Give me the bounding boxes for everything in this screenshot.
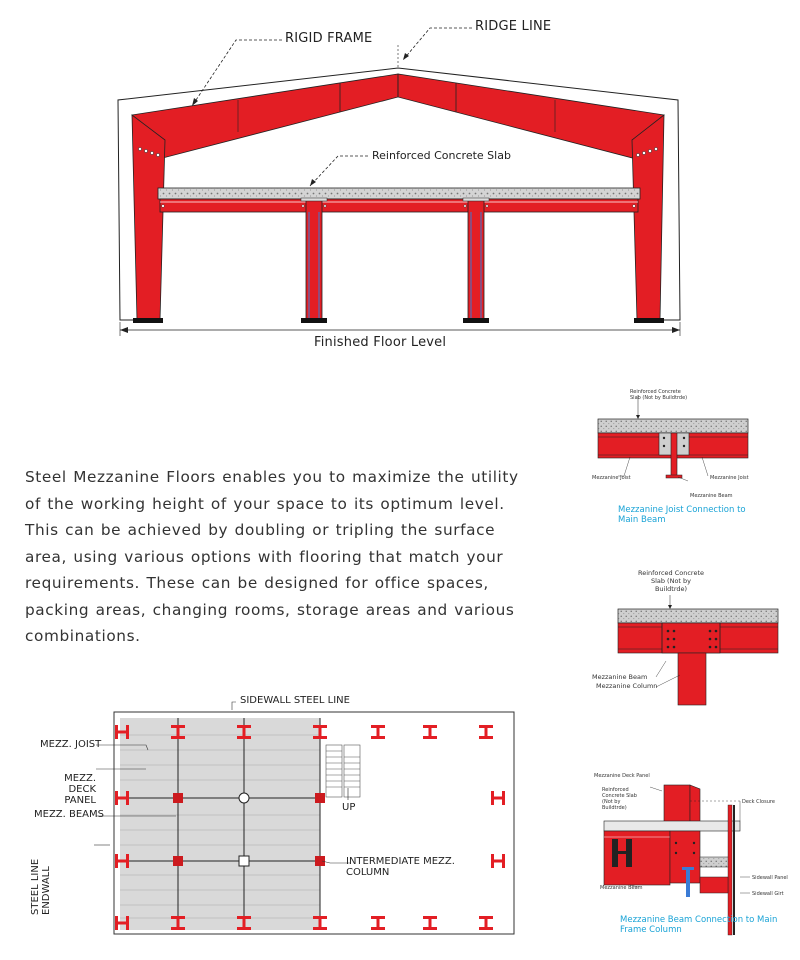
plan-view (0, 690, 540, 940)
detail3-closure-label: Deck Closure (742, 799, 775, 805)
frame-elevation (0, 0, 800, 360)
column-left (132, 115, 165, 320)
mezz-column-2 (468, 199, 484, 320)
rafter-left (132, 74, 398, 160)
detail-main-frame (590, 765, 795, 940)
plan-sidewall-label: SIDEWALL STEEL LINE (240, 695, 350, 706)
detail3-girt-label: Sidewall Girt (752, 891, 784, 897)
detail1-joist-label: Mezzanine Joist (592, 475, 631, 481)
detail2-beam-label: Mezzanine Beam (592, 673, 648, 681)
plan-endwall-label: STEEL LINE ENDWALL (30, 858, 52, 915)
mezzanine-beam (160, 199, 638, 212)
detail-joist-drawing (590, 385, 790, 525)
finished-floor-label: Finished Floor Level (310, 335, 450, 350)
detail3-deck-label: Mezzanine Deck Panel (594, 773, 650, 779)
rafter-right (398, 74, 664, 160)
detail2-column-label: Mezzanine Column (596, 682, 658, 690)
ridge-line-label: RIDGE LINE (475, 19, 552, 34)
detail2-slab-label: Reinforced Concrete Slab (Not by Buildtrde) (638, 569, 704, 593)
concrete-slab (158, 188, 640, 199)
detail3-caption: Mezzanine Beam Connection to Main Frame Column (620, 915, 778, 935)
plan-deck-label: MEZZ. DECK PANEL (64, 773, 96, 806)
plan-column-label: INTERMEDIATE MEZZ. COLUMN (346, 856, 455, 878)
mezz-column-1 (306, 199, 322, 320)
plan-up-label: UP (342, 802, 356, 813)
plan-beams-label: MEZZ. BEAMS (34, 809, 104, 820)
detail1-caption: Mezzanine Joist Connection to Main Beam (618, 505, 746, 525)
detail3-slab-label: Reinforced Concrete Slab (Not by Buildtrde) (602, 787, 637, 811)
description-text: Steel Mezzanine Floors enables you to maximize the utility of the working height of your space to its optimum level. This can be achieved by doubling or tripling the surface area, using various options with flooring that match your requirements. These can be designed for office spaces, packing areas, changing rooms, storage areas and various combinations. (25, 468, 519, 645)
slab-label: Reinforced Concrete Slab (372, 149, 511, 162)
detail-joist-connection (590, 385, 790, 525)
detail1-joist-right-label: Mezzanine Joist (710, 475, 749, 481)
plan-joist-label: MEZZ. JOIST (40, 739, 102, 750)
detail1-slab-label: Reinforced Concrete Slab (Not by Buildtrde) (630, 389, 688, 401)
column-right (632, 115, 664, 320)
detail1-beam-label: Mezzanine Beam (690, 493, 733, 499)
detail3-panel-label: Sidewall Panel (752, 875, 788, 881)
detail-beam-column (590, 565, 790, 705)
detail3-beam-label: Mezzanine Beam (600, 885, 643, 891)
frame-elevation-drawing (0, 0, 800, 360)
rigid-frame-label: RIGID FRAME (285, 31, 373, 46)
